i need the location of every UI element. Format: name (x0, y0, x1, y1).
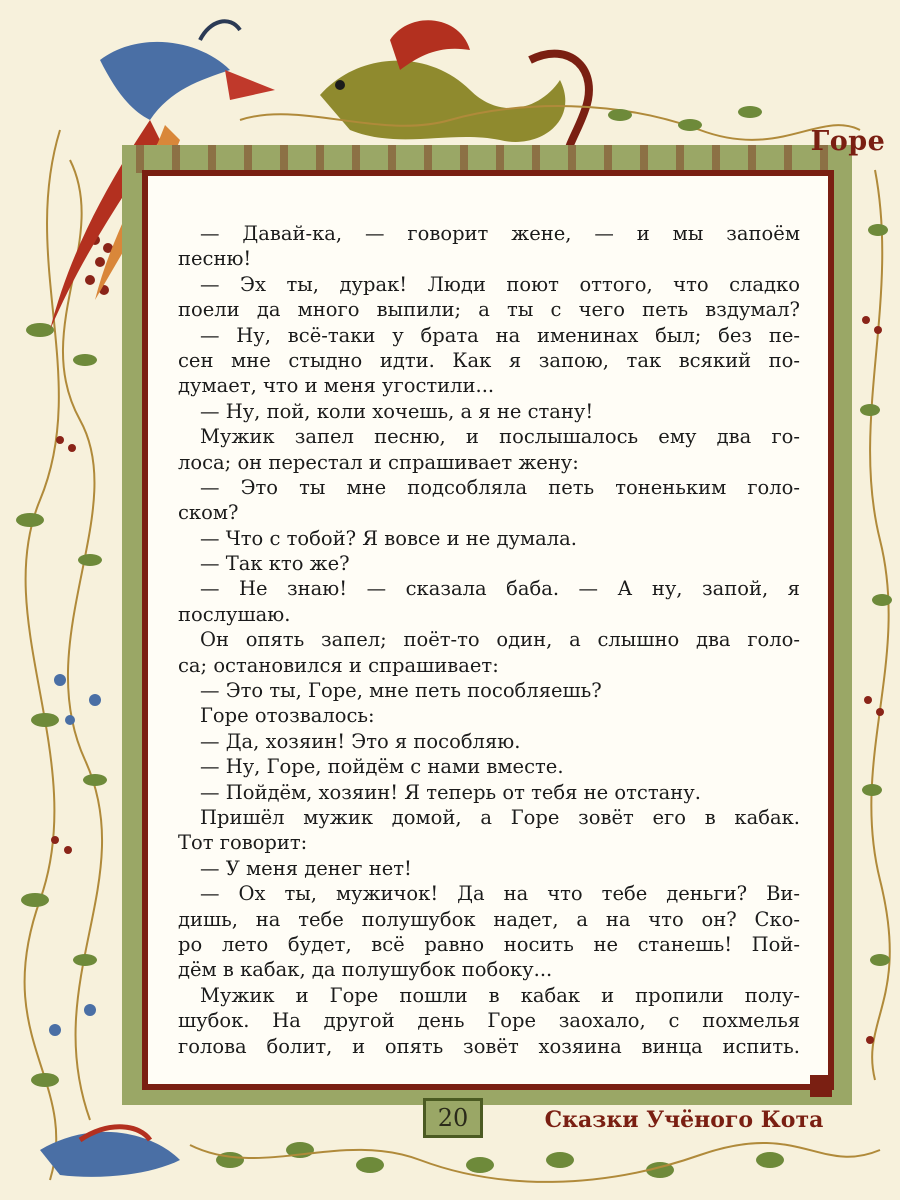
right-leaves (860, 224, 892, 966)
text-line: — Так кто же? (200, 552, 350, 576)
bead-row-decoration (122, 145, 852, 173)
text-line: песню! (178, 247, 252, 271)
text-line: — Ну, всё-таки у брата на именинах был; без пе- (200, 323, 800, 347)
text-line: — Да, хозяин! Это я пособляю. (200, 729, 521, 753)
text-line: Мужик и Горе пошли в кабак и пропили полу- (200, 983, 800, 1007)
text-line: са; остановился и спрашивает: (178, 653, 499, 677)
text-line: ском? (178, 501, 239, 525)
left-leaves (16, 323, 112, 1146)
text-line: дём в кабак, да полушубок побоку... (178, 958, 553, 982)
right-berries (862, 316, 884, 1044)
text-line: — Пойдём, хозяин! Я теперь от тебя не отстану. (200, 780, 701, 804)
page-number: 20 (423, 1098, 483, 1138)
text-line: — Что с тобой? Я вовсе и не думала. (200, 526, 577, 550)
text-line: — Не знаю! — сказала баба. — А ну, запой, я (200, 577, 800, 601)
text-line: лоса; он перестал и спрашивает жену: (178, 450, 579, 474)
text-line: Пришёл мужик домой, а Горе зовёт его в кабак. (200, 805, 800, 829)
bottom-dragon-illustration (40, 1127, 180, 1177)
text-line: — Ну, пой, коли хочешь, а я не стану! (200, 399, 594, 423)
text-line: — Ох ты, мужичок! Да на что тебе деньги? Ви- (200, 882, 800, 906)
text-line: — Давай-ка, — говорит жене, — и мы запоём (200, 222, 800, 245)
text-line: голова болит, и опять зовёт хозяина винца испить. (178, 1034, 800, 1058)
book-title: Сказки Учёного Кота (544, 1107, 824, 1133)
text-line: поели да много выпили; а ты с чего петь вздумал? (178, 298, 800, 322)
right-vine-ornament (870, 170, 890, 1080)
story-text (178, 221, 800, 1059)
text-line: — Это ты, Горе, мне петь пособляешь? (200, 679, 602, 703)
text-line: Тот говорит: (178, 831, 308, 855)
text-line: дишь, на тебе полушубок надет, а на что он? Ско- (178, 907, 800, 931)
text-line: Он опять запел; поёт-то один, а слышно два голо- (200, 628, 800, 652)
bottom-leaves (216, 1142, 784, 1178)
text-line: послушаю. (178, 602, 291, 626)
text-line: — Эх ты, дурак! Люди поют оттого, что сладко (200, 272, 800, 296)
left-berries (51, 235, 113, 854)
text-line: — У меня денег нет! (200, 856, 412, 880)
chapter-title: Горе (810, 126, 886, 157)
top-leaves (608, 106, 762, 131)
text-line: сен мне стыдно идти. Как я запою, так всякий по- (178, 348, 800, 372)
text-line: Мужик запел песню, и послышалось ему два го- (200, 425, 800, 449)
text-line: ро лето будет, всё равно носить не станешь! Пой- (178, 932, 800, 956)
text-line: — Ну, Горе, пойдём с нами вместе. (200, 755, 564, 779)
text-line: — Это ты мне подсобляла петь тоненьким голо- (200, 475, 800, 499)
text-line: Горе отозвалось: (200, 704, 375, 728)
text-line: шубок. На другой день Горе заохало, с похмелья (178, 1009, 800, 1033)
text-line: думает, что и меня угостили... (178, 374, 495, 398)
frame-corner-block (810, 1075, 832, 1097)
